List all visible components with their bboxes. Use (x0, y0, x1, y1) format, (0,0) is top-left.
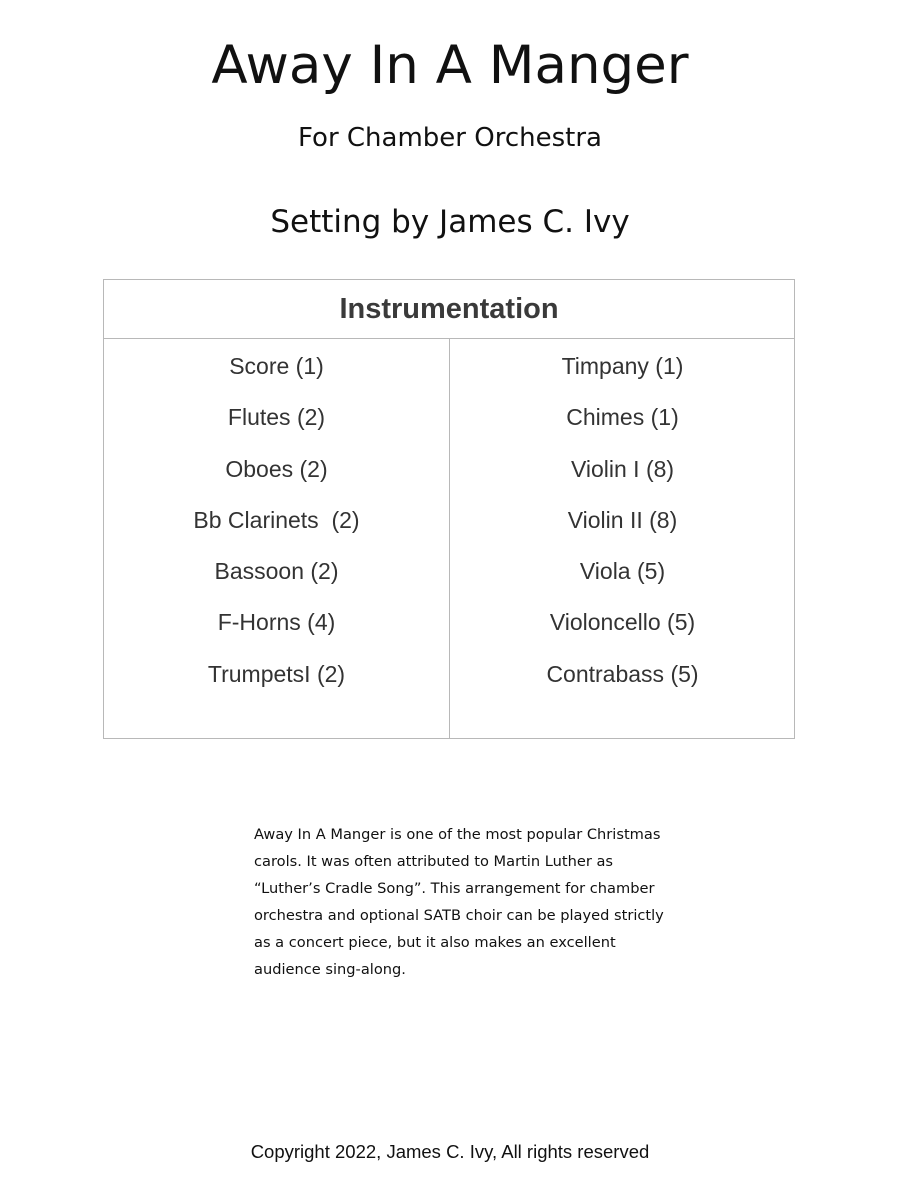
instrument-item: Flutes (2) (227, 404, 326, 431)
arranger-credit: Setting by James C. Ivy (270, 204, 630, 240)
instrument-item: Contrabass (5) (546, 660, 699, 687)
page-subtitle: For Chamber Orchestra (298, 123, 602, 153)
instrumentation-heading: Instrumentation (104, 280, 794, 339)
instrument-item: Violin II (8) (567, 506, 678, 533)
instrument-item: TrumpetsI (2) (207, 660, 346, 687)
description-line: “Luther’s Cradle Song”. This arrangement for chamber (254, 880, 655, 897)
instrument-item: Viola (5) (579, 558, 666, 585)
instrumentation-table (103, 279, 795, 739)
description-paragraph (254, 821, 704, 983)
instrumentation-right-column (451, 341, 794, 700)
description-line: Away In A Manger is one of the most popular Christmas (254, 826, 661, 843)
description-line: carols. It was often attributed to Martin Luther as (254, 853, 614, 870)
copyright-notice: Copyright 2022, James C. Ivy, All rights reserved (250, 1141, 650, 1162)
instrumentation-left-column (104, 341, 449, 700)
instrumentation-column-divider (449, 339, 450, 738)
page-title: Away In A Manger (211, 35, 689, 96)
instrument-item: Violin I (8) (570, 455, 675, 482)
instrument-item: F-Horns (4) (217, 609, 336, 636)
instrument-item: Oboes (2) (225, 455, 328, 482)
instrument-item: Chimes (1) (566, 404, 679, 431)
instrument-item: Timpany (1) (561, 353, 684, 379)
instrument-item: Bassoon (2) (214, 558, 339, 585)
instrument-item: Violoncello (5) (549, 609, 696, 636)
description-line: as a concert piece, but it also makes an excellent (254, 934, 616, 951)
instrument-item: Bb Clarinets (2) (193, 506, 360, 533)
instrument-item: Score (1) (229, 353, 324, 379)
description-line: audience sing-along. (254, 961, 406, 978)
description-line: orchestra and optional SATB choir can be played strictly (254, 907, 664, 924)
